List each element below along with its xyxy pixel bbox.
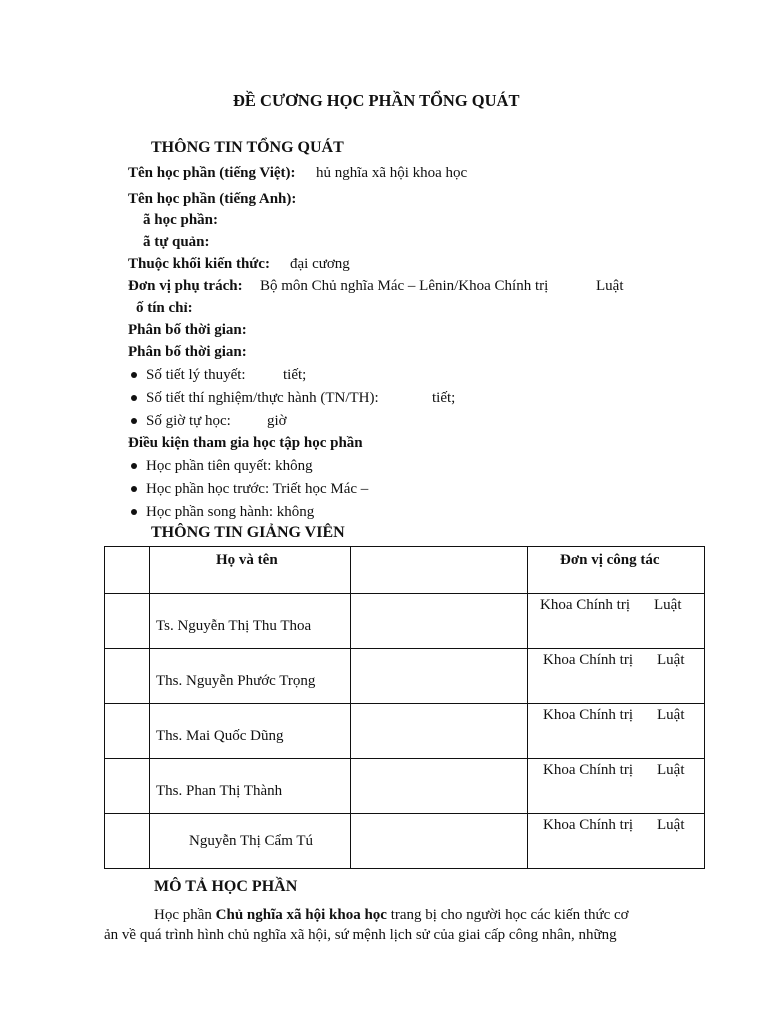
- field-label-course-code: ã học phần:: [143, 212, 219, 228]
- time-item-label: Số tiết thí nghiệm/thực hành (TN/TH):: [146, 390, 379, 406]
- header-unit: Đơn vị công tác: [560, 552, 660, 568]
- time-item-label: Số giờ tự học:: [146, 413, 231, 429]
- field-label-time-1: Phân bố thời gian:: [128, 322, 247, 338]
- conditions-heading: Điều kiện tham gia học tập học phần: [128, 435, 363, 451]
- bullet-icon: [131, 509, 137, 515]
- document-title: ĐỀ CƯƠNG HỌC PHẦN TỔNG QUÁT: [233, 91, 520, 110]
- bullet-icon: [131, 395, 137, 401]
- lecturer-name: Ts. Nguyễn Thị Thu Thoa: [156, 618, 312, 634]
- lecturer-unit-2: Luật: [657, 762, 685, 778]
- table-row: [105, 759, 705, 814]
- field-value-department-2: Luật: [596, 278, 624, 294]
- lecturer-name: Nguyễn Thị Cẩm Tú: [189, 833, 314, 849]
- lecturer-unit-2: Luật: [657, 707, 685, 723]
- condition-item: Học phần song hành: không: [146, 504, 315, 520]
- field-label-self-code: ã tự quản:: [143, 234, 210, 250]
- table-row: [105, 649, 705, 704]
- bullet-icon: [131, 418, 137, 424]
- description-line-1: Học phần Chủ nghĩa xã hội khoa học trang bị cho người học các kiến thức cơ: [154, 907, 629, 923]
- field-label-name-en: Tên học phần (tiếng Anh):: [128, 191, 297, 207]
- lecturer-name: Ths. Phan Thị Thành: [156, 783, 283, 799]
- field-label-time-2: Phân bố thời gian:: [128, 344, 247, 360]
- table-header-cell: [150, 547, 351, 594]
- time-item-unit: tiết;: [432, 390, 456, 406]
- time-item-unit: giờ: [267, 413, 287, 429]
- table-row: [105, 814, 705, 869]
- lecturer-unit-2: Luật: [654, 597, 682, 613]
- lecturer-unit-2: Luật: [657, 817, 685, 833]
- lecturer-unit-2: Luật: [657, 652, 685, 668]
- lecturer-name: Ths. Mai Quốc Dũng: [156, 728, 284, 744]
- section-heading-general: THÔNG TIN TỔNG QUÁT: [151, 139, 344, 156]
- lecturer-unit: Khoa Chính trị: [543, 817, 633, 833]
- field-label-credits: ố tín chỉ:: [136, 300, 193, 316]
- condition-item: Học phần tiên quyết: không: [146, 458, 313, 474]
- table-header-row: [105, 547, 705, 594]
- description-line-2: ản về quá trình hình chủ nghĩa xã hội, sứ mệnh lịch sử của giai cấp công nhân, những: [104, 927, 617, 943]
- time-item-unit: tiết;: [283, 367, 307, 383]
- header-name: Họ và tên: [216, 552, 278, 568]
- lecturer-unit: Khoa Chính trị: [543, 762, 633, 778]
- condition-item: Học phần học trước: Triết học Mác –: [146, 481, 369, 497]
- table-row: [105, 594, 705, 649]
- field-label-name-vn: Tên học phần (tiếng Việt):: [128, 165, 296, 181]
- lecturer-table: [104, 546, 705, 869]
- bullet-icon: [131, 372, 137, 378]
- section-heading-description: MÔ TẢ HỌC PHẦN: [154, 878, 298, 895]
- lecturer-unit: Khoa Chính trị: [543, 652, 633, 668]
- table-row: [105, 704, 705, 759]
- lecturer-unit: Khoa Chính trị: [540, 597, 630, 613]
- bullet-icon: [131, 486, 137, 492]
- field-value-name-vn: hủ nghĩa xã hội khoa học: [316, 165, 468, 181]
- field-label-knowledge-block: Thuộc khối kiến thức:: [128, 256, 270, 272]
- bullet-icon: [131, 463, 137, 469]
- section-heading-lecturers: THÔNG TIN GIẢNG VIÊN: [151, 524, 345, 541]
- table-header-cell: [105, 547, 150, 594]
- lecturer-unit: Khoa Chính trị: [543, 707, 633, 723]
- field-value-department: Bộ môn Chủ nghĩa Mác – Lênin/Khoa Chính trị: [260, 278, 549, 294]
- table-header-cell: [351, 547, 528, 594]
- field-label-department: Đơn vị phụ trách:: [128, 278, 243, 294]
- table-header-cell: [528, 547, 705, 594]
- lecturer-name: Ths. Nguyễn Phước Trọng: [156, 673, 316, 689]
- field-value-knowledge-block: đại cương: [290, 256, 350, 272]
- time-item-label: Số tiết lý thuyết:: [146, 367, 246, 383]
